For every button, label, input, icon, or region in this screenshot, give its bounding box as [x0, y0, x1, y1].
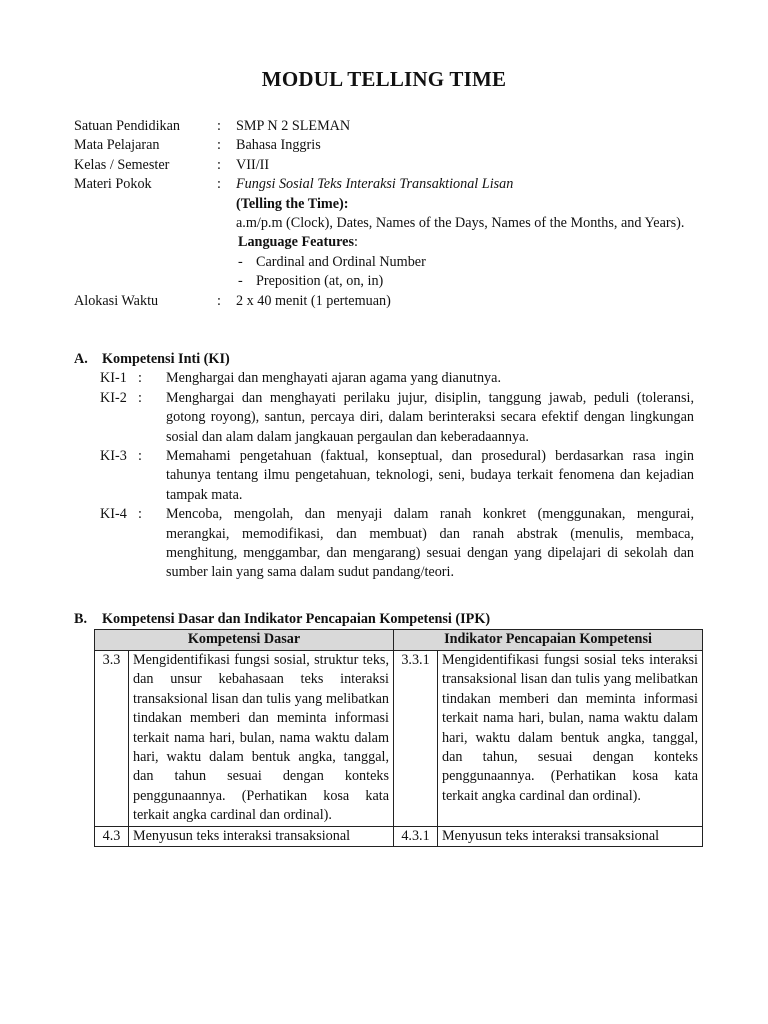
kd-text: Menyusun teks interaksi transaksional — [129, 826, 394, 846]
meta-label: Materi Pokok — [74, 176, 152, 193]
dash-bullet: - — [238, 273, 243, 290]
table-row — [95, 826, 703, 846]
language-features-colon: : — [354, 234, 358, 251]
list-item — [238, 253, 704, 272]
section-title: Kompetensi Dasar dan Indikator Pencapaian Kompetensi (IPK) — [102, 611, 491, 627]
meta-value: Fungsi Sosial Teks Interaksi Transaktional Lisan — [236, 176, 514, 193]
language-features-heading — [74, 233, 704, 252]
header-indikator: Indikator Pencapaian Kompetensi — [394, 630, 703, 651]
ki-item — [74, 447, 694, 505]
dash-bullet: - — [238, 253, 243, 270]
language-features-label: Language Features — [238, 234, 354, 251]
meta-value: 2 x 40 menit (1 pertemuan) — [236, 292, 391, 309]
section-kd-ipk — [74, 610, 704, 629]
meta-row-kelas — [74, 156, 704, 175]
table-row — [95, 651, 703, 827]
section-letter: B. — [74, 611, 88, 627]
ki-text: Menghargai dan menghayati perilaku jujur, disiplin, tanggung jawab, peduli (toleransi, gotong royong), santun, percaya diri, dalam berinteraksi secara efektif dengan lingkungan sosial dan alam dalam jangkauan pergaulan dan keberadaannya. — [166, 389, 694, 445]
meta-row-mapel — [74, 136, 704, 155]
ipk-number: 4.3.1 — [394, 826, 438, 846]
kd-number: 3.3 — [95, 651, 129, 827]
meta-row-materi — [74, 175, 704, 194]
ki-code: KI-2 — [100, 389, 127, 406]
meta-value: Bahasa Inggris — [236, 137, 321, 154]
meta-value: VII/II — [236, 156, 270, 173]
list-item — [238, 272, 704, 291]
meta-row-satuan — [74, 117, 704, 136]
meta-colon: : — [217, 292, 221, 309]
ki-item — [74, 369, 694, 388]
section-letter: A. — [74, 351, 88, 367]
feature-text: Preposition (at, on, in) — [256, 273, 384, 290]
ki-colon: : — [138, 448, 142, 465]
ki-text: Menghargai dan menghayati ajaran agama yang dianutnya. — [166, 370, 501, 387]
kd-text: Mengidentifikasi fungsi sosial, struktur teks, dan unsur kebahasaan teks interaksi transaksional lisan dan tulis yang melibatkan tindakan memberi dan meminta informasi terkait nama hari, bulan, nama waktu dalam hari, waktu dalam bentuk angka, tanggal, dan tahun sesuai dengan konteks penggunaannya. (Perhatikan kosa kata terkait angka cardinal dan ordinal). — [129, 651, 394, 827]
meta-colon: : — [217, 156, 221, 173]
language-features-list — [74, 253, 704, 292]
ki-colon: : — [138, 389, 142, 406]
meta-label: Alokasi Waktu — [74, 292, 159, 309]
meta-colon: : — [217, 137, 221, 154]
table-header-row — [95, 630, 703, 651]
ki-code: KI-3 — [100, 448, 127, 465]
ipk-text: Menyusun teks interaksi transaksional — [438, 826, 703, 846]
ki-text: Memahami pengetahuan (faktual, konseptual, dan prosedural) berdasarkan rasa ingin tahunya tentang ilmu pengetahuan, teknologi, seni, budaya terkait fenomena dan kejadian tampak mata. — [166, 448, 694, 503]
module-identity — [74, 117, 704, 311]
document-title: MODUL TELLING TIME — [261, 67, 507, 91]
kd-number: 4.3 — [95, 826, 129, 846]
meta-colon: : — [217, 118, 221, 134]
ki-code: KI-4 — [100, 506, 127, 523]
section-kompetensi-inti — [74, 350, 694, 583]
ki-colon: : — [138, 370, 142, 387]
meta-label: Satuan Pendidikan — [74, 118, 180, 134]
ipk-text: Mengidentifikasi fungsi sosial teks interaksi transaksional lisan dan tulis yang melibatkan tindakan memberi dan meminta informasi terkait nama hari, bulan, nama waktu dalam hari, waktu dalam bentuk angka, tanggal, dan tahun, sesuai dengan konteks penggunaannya. (Perhatikan kosa kata terkait angka cardinal dan ordinal). — [438, 651, 703, 827]
telling-heading: (Telling the Time): — [236, 195, 349, 212]
kd-ipk-table — [94, 629, 703, 847]
ipk-number: 3.3.1 — [394, 651, 438, 827]
header-kompetensi-dasar: Kompetensi Dasar — [95, 630, 394, 651]
ki-colon: : — [138, 506, 142, 523]
section-heading — [74, 350, 694, 369]
meta-value: SMP N 2 SLEMAN — [236, 118, 351, 134]
ki-code: KI-1 — [100, 370, 127, 387]
feature-text: Cardinal and Ordinal Number — [256, 253, 426, 270]
telling-text: a.m/p.m (Clock), Dates, Names of the Days, Names of the Months, and Years). — [236, 215, 685, 232]
meta-colon: : — [217, 176, 221, 193]
ki-item — [74, 505, 694, 583]
section-title: Kompetensi Inti (KI) — [102, 351, 230, 367]
meta-row-alokasi — [74, 292, 704, 311]
ki-text: Mencoba, mengolah, dan menyaji dalam ranah konkret (menggunakan, mengurai, merangkai, memodifikasi, dan membuat) dan ranah abstrak (menulis, membaca, menghitung, menggambar, dan mengarang) sesuai dengan yang dipelajari di sekolah dan sumber lain yang sama dalam sudut pandang/teori. — [166, 506, 694, 581]
section-heading — [74, 610, 704, 629]
meta-label: Kelas / Semester — [74, 156, 170, 173]
meta-label: Mata Pelajaran — [74, 137, 160, 154]
ki-item — [74, 389, 694, 447]
